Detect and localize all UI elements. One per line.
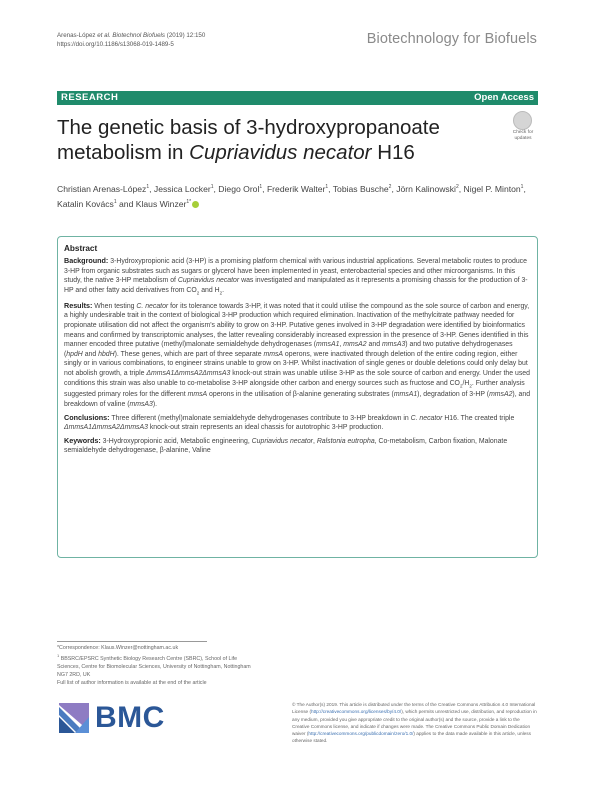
check-for-updates-text [508,130,538,141]
author-affiliation-sup: 1 [113,198,117,205]
text-run: 2 [459,382,463,388]
author-affiliation-sup: 1 [210,184,214,190]
text-run: hpdH [66,350,83,358]
author-affiliation-sup: 2 [388,184,392,190]
abstract-conclusions [64,413,531,433]
author-affiliation-sup: 1 [146,184,150,190]
text-run: 3-Hydroxypropionic acid, Metabolic engineering, [100,437,252,445]
text-run: mmsA [187,391,208,399]
text-run: /H [462,379,470,387]
author-conjunction: and [119,198,134,209]
journal-name: Biotechnology for Biofuels [366,31,537,47]
text-run: mmsA [263,350,283,358]
results-label: Results: [64,300,93,310]
bmc-logo [59,703,169,745]
article-type-label: RESEARCH [61,92,119,103]
author-name: Katalin Kovács [57,198,114,209]
text-run: mmsA1 [393,391,418,399]
author-name: Christian Arenas-López [57,183,147,194]
author-affiliation-sup: 2 [455,184,459,190]
author-affiliation-sup: 1 [325,184,329,190]
author-name: Frederik Walter [266,183,326,194]
text-run: ΔmmsA1ΔmmsA2ΔmmsA3 [64,424,148,432]
text-run: mmsA1 [316,341,340,349]
author-name: Diego Orol [218,183,260,194]
text-run: 3-Hydroxypropionic acid (3-HP) is a promising platform chemical with various industrial applications. Several metabolic routes to produce 3-HP from organic substrates such as sugars or glycerol have been implemented in yeast, enterobacterial species and other microorganisms. In this study, the native 3-HP metabolism of [64,258,527,285]
correspondence-email[interactable]: *Correspondence: Klaus.Winzer@nottingham.ac.uk [57,645,179,651]
check-for-updates-badge[interactable] [508,111,538,143]
article-title [57,115,497,165]
background-label: Background: [64,256,109,265]
text-run: 2 [469,382,472,388]
text-run: hbdH [98,350,115,358]
header-citation [57,31,205,49]
author-affiliation-sup: 1 [259,184,263,190]
text-run: mmsA2 [343,341,367,349]
keywords-label: Keywords: [64,435,101,445]
affiliation-sup: 1 [57,653,60,658]
text-run: Cupriavidus necator [251,437,313,445]
text-run: H16. The created triple [442,414,515,422]
citation-authors: Arenas-López [57,32,96,39]
title-part-2: Cupriavidus necator [189,141,372,164]
text-run: Ralstonia eutropha [316,437,375,445]
text-run: © The Author(s) 2019. This article is distributed under the terms of the Creative Commons Attribution 4.0 International License ( [292,702,536,715]
text-run: ) applies to the data made available in this article, unless otherwise stated. [292,731,531,744]
conclusions-label: Conclusions: [64,412,110,422]
title-part-3: H16 [371,141,415,164]
author-list: Christian Arenas-López$^1$, Jessica Locker$^1$, Diego Orol$^1$, Frederik Walter$^1$, Tobias Busche$^2$, Jörn Kalinowski$^2$, Nigel P. Minton$^1$, Katalin Kovács$^1$ and Klaus Winzer$^{1*}$ [57,183,526,209]
text-run: , [312,437,317,445]
author-affiliation-sup: 1* [186,198,192,205]
text-run: ), degradation of 3-HP ( [417,391,490,399]
text-run: and [366,341,382,349]
text-run: 2 [219,290,223,296]
text-run: , Co-metabolism, Carbon fixation, Malonate semialdehyde dehydrogenase, β-alanine, Valine [64,437,508,455]
text-run: mmsA3 [381,341,406,349]
text-run: mmsA2 [489,391,513,399]
text-run: for its tolerance towards 3-HP, it was noted that it could utilise the compound as the sole source of carbon and energy, a highly undesirable trait in the context of biological 3-HP production which required elimination. Inactivation of the methylcitrate pathway needed for propionate utilisation did not affect the organism's ability to grow on 3-HP. Putative genes involved in 3-HP degradation were identified by bioinformatics means and confirmed by transcriptomic analyses, the latter revealing considerably increased expression in the presence of 3-HP. Genes identified in this manner encoded three putative (methyl)malonate semialdehyde dehydrogenases ( [64,302,530,349]
license-text [292,701,538,745]
license-link[interactable]: http://creativecommons.org/publicdomain/zero/1.0/ [308,731,414,737]
footnote-divider [57,641,207,642]
abstract-box [57,236,538,558]
text-run: and H [199,286,220,294]
badge-line-2: updates [514,135,532,141]
text-run: ). These genes, which are part of three separate [114,350,264,358]
doi-link[interactable]: https://doi.org/10.1186/s13068-019-1489-5 [57,41,174,48]
open-access-label: Open Access [474,92,534,103]
text-run: knock-out strain was unable utilise 3-HP as the sole source of carbon and energy. Under the used conditions this strain was also unable to co-metabolise 3-HP alongside other carbon and energy sources such as fructose and CO [64,369,530,387]
affiliation-text: BBSRC/EPSRC Synthetic Biology Research Centre (SBRC), School of Life Sciences, Centre for Biomolecular Sciences, University of Nottingham, Nottingham NG7 2RD, UK [57,655,251,678]
check-for-updates-icon [513,111,532,130]
text-run: ), which permits unrestricted use, distribution, and reproduction in any medium, provided you give appropriate credit to the original author(s) and the source, provide a link to the Creative Commons license, and indicate if changes were made. The Creative Commons Public Domain Dedication waiver ( [292,709,537,737]
orcid-icon[interactable] [192,201,199,208]
article-type-banner [57,91,538,105]
text-run: ), and breakdown of valine ( [64,391,531,409]
citation-year-volume: (2019) 12:150 [166,32,206,39]
text-run: , [339,341,344,349]
abstract-background [64,256,531,298]
text-run: operons in the utilisation of β-alanine generating substrates ( [207,391,394,399]
author-info-note: Full list of author information is available at the end of the article [57,679,207,686]
license-link[interactable]: http://creativecommons.org/licenses/by/4.0/ [311,709,402,715]
title-part-1: The genetic basis of 3-hydroxypropanoate metabolism in [57,116,440,164]
text-run: . Further analysis suggested primary roles for the different [64,379,525,399]
abstract-results [64,301,531,410]
text-run: and [82,350,99,358]
text-run: operons, were inactivated through deletion of the entire coding region, either singly or in various combinations, to engineer strains unable to grow on 3-HP. Whilst inactivation of single genes or double deletions could only delay but not abolish growth, a triple [64,350,528,377]
text-run: Three different (methyl)malonate semialdehyde dehydrogenases contribute to 3-HP breakdown in [109,414,411,422]
text-run: ΔmmsA1ΔmmsA2ΔmmsA3 [146,369,231,377]
author-name: Nigel P. Minton [463,183,521,194]
author-name: Klaus Winzer [135,198,187,209]
citation-journal: et al. Biotechnol Biofuels [97,32,166,39]
text-run: C. necator [136,302,169,310]
text-run: C. necator [410,414,443,422]
author-name: Jörn Kalinowski [396,183,456,194]
abstract-keywords [64,436,531,456]
bmc-mark-icon [59,703,89,733]
text-run: Cupriavidus necator [177,277,240,285]
text-run: was investigated and manipulated as it represents a promising chassis for the production of 3-HP and other fatty acid derivatives from CO [64,277,528,294]
abstract-heading: Abstract [64,244,98,253]
badge-line-1: Check for [512,130,534,135]
text-run: ) and two putative dehydrogenases ( [64,341,513,358]
author-name: Tobias Busche [332,183,389,194]
text-run: 2 [196,290,200,296]
text-run: mmsA3 [129,401,153,409]
text-run: When testing [92,302,137,310]
text-run: ). [152,401,158,409]
author-name: Jessica Locker [153,183,211,194]
text-run: . [222,286,225,294]
correspondence-footnote [57,644,257,687]
text-run: knock-out strain represents an ideal chassis for autotrophic 3-HP production. [147,424,384,432]
bmc-wordmark: BMC [95,701,165,734]
author-affiliation-sup: 1 [520,184,524,190]
